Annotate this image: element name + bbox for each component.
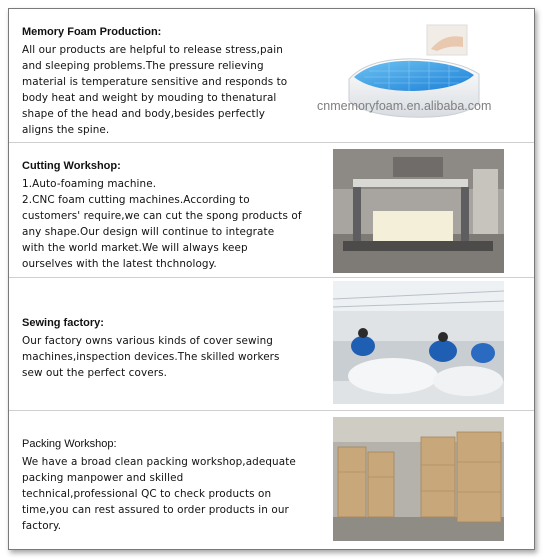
product-info-panel bbox=[8, 8, 535, 550]
section-title: Packing Workshop: bbox=[22, 438, 117, 450]
section-packing-workshop bbox=[9, 411, 534, 549]
section-body: All our products are helpful to release stress,pain and sleeping problems.The pressure relieving material is temperature sensitive and responds to body heat and weight by mouding to thenatural shape of the head and body,besides perfectly aligns the spine. bbox=[22, 44, 288, 136]
section-body: Our factory owns various kinds of cover sewing machines,inspection devices.The skilled workers sew out the perfect covers. bbox=[22, 335, 280, 379]
memory-foam-pillow-image bbox=[309, 19, 529, 134]
section-cutting-workshop bbox=[9, 143, 534, 278]
section-body: We have a broad clean packing workshop,adequate packing manpower and skilled technical,professional QC to check products on time,you can rest assured to order products in our factory. bbox=[22, 456, 296, 532]
section-title: Sewing factory: bbox=[22, 317, 104, 329]
section-title: Cutting Workshop: bbox=[22, 160, 121, 172]
section-sewing-factory bbox=[9, 278, 534, 411]
cutting-machine-image bbox=[333, 149, 504, 273]
packing-warehouse-image bbox=[333, 417, 504, 541]
section-title: Memory Foam Production: bbox=[22, 26, 162, 38]
watermark-label: cnmemoryfoam.en.alibaba.com bbox=[317, 99, 492, 113]
section-memory-foam-production bbox=[9, 9, 534, 143]
section-body: 1.Auto-foaming machine. 2.CNC foam cutting machines.According to customers' require,we can cut the spong products of any shape.Our design will continue to integrate with the world market.We will always keep ourselves with the latest thchnology. bbox=[22, 178, 302, 270]
sewing-factory-image bbox=[333, 281, 504, 404]
